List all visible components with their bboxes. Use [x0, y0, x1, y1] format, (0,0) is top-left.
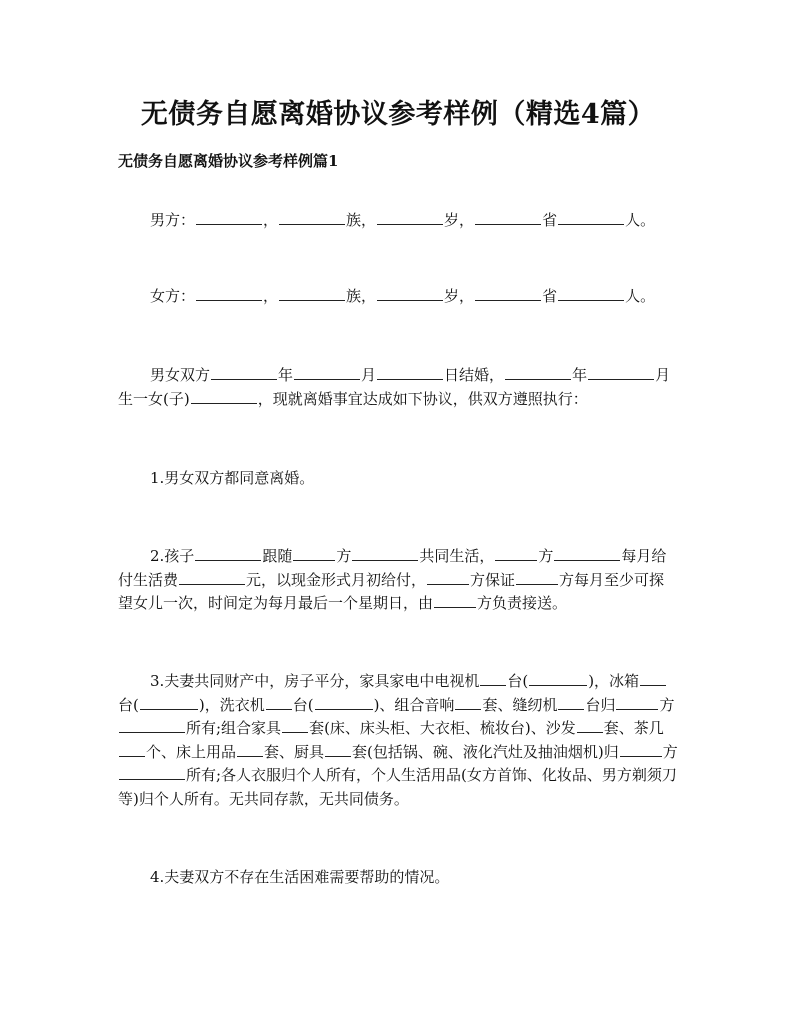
- text-segment: 套(床、床头柜、大衣柜、梳妆台)、沙发: [309, 719, 576, 737]
- text-segment: 岁，: [444, 287, 475, 305]
- text-segment: 年: [278, 366, 294, 384]
- text-segment: 方保证: [470, 570, 516, 589]
- fill-blank-count[interactable]: [119, 741, 145, 757]
- fill-blank[interactable]: [554, 545, 620, 561]
- text-segment: 族，: [346, 287, 377, 305]
- fill-blank-count[interactable]: [282, 717, 308, 733]
- text-segment: )，冰箱: [588, 672, 640, 690]
- text-segment: 台(: [118, 695, 139, 714]
- male-label: 男方：: [150, 211, 196, 229]
- fill-blank-count[interactable]: [266, 694, 292, 710]
- text-segment: 所有;各人衣服归个人所有，个人生活用品(女方首饰、化妆品、男方剃须刀等)归个人所有。无共同存款，无共同债务。: [118, 766, 677, 808]
- item-1-paragraph: 1.男女双方都同意离婚。: [150, 469, 315, 487]
- fill-blank-age[interactable]: [377, 285, 443, 301]
- fill-blank-party[interactable]: [427, 569, 469, 585]
- fill-blank-name[interactable]: [196, 285, 262, 301]
- text-segment: 套、厨具: [264, 742, 325, 761]
- fill-blank-count[interactable]: [237, 741, 263, 757]
- fill-blank-month[interactable]: [294, 364, 360, 380]
- female-info-paragraph: [118, 285, 678, 309]
- female-label: 女方：: [150, 287, 196, 305]
- text-segment: 台归: [585, 695, 616, 714]
- fill-blank-party[interactable]: [434, 592, 476, 608]
- fill-blank-count[interactable]: [325, 741, 351, 757]
- fill-blank-name[interactable]: [196, 209, 262, 225]
- text-segment: 省: [542, 287, 558, 305]
- fill-blank[interactable]: [119, 764, 185, 780]
- text-segment: 套、缝纫机: [482, 695, 558, 714]
- fill-blank[interactable]: [119, 717, 185, 733]
- text-segment: 每月给付生活费: [118, 547, 667, 589]
- fill-blank-province[interactable]: [475, 285, 541, 301]
- fill-blank-ethnicity[interactable]: [279, 285, 345, 301]
- text-segment: ，现就离婚事宜达成如下协议，供双方遵照执行：: [257, 389, 588, 408]
- fill-blank-party[interactable]: [293, 545, 335, 561]
- fill-blank-party[interactable]: [516, 569, 558, 585]
- fill-blank-party[interactable]: [620, 741, 662, 757]
- fill-blank-count[interactable]: [577, 717, 603, 733]
- text-segment: 3.夫妻共同财产中，房子平分，家具家电中电视机: [150, 672, 480, 690]
- fill-blank-party[interactable]: [616, 694, 658, 710]
- text-segment: 套、茶几: [603, 719, 664, 737]
- fill-blank-year[interactable]: [505, 364, 571, 380]
- text-segment: 方负责接送。: [477, 594, 568, 612]
- fill-blank-count[interactable]: [558, 694, 584, 710]
- text-segment: 人。: [625, 287, 656, 305]
- text-segment: 台(: [292, 695, 314, 714]
- text-segment: 2.孩子: [150, 547, 195, 565]
- fill-blank-age[interactable]: [377, 209, 443, 225]
- fill-blank-brand[interactable]: [315, 694, 373, 710]
- item-3-paragraph: [118, 670, 678, 811]
- text-segment: 共同生活，: [419, 547, 495, 565]
- text-segment: ，: [263, 211, 279, 229]
- text-segment: 方: [662, 742, 678, 761]
- text-segment: ，: [263, 287, 279, 305]
- text-segment: )、组合音响: [373, 695, 455, 714]
- text-segment: 所有;组合家具: [186, 719, 282, 737]
- male-info-paragraph: [118, 209, 678, 233]
- text-segment: 方: [336, 547, 352, 565]
- item-4-paragraph: 4.夫妻双方不存在生活困难需要帮助的情况。: [150, 868, 450, 886]
- fill-blank-city[interactable]: [558, 285, 624, 301]
- fill-blank-city[interactable]: [558, 209, 624, 225]
- fill-blank-party[interactable]: [495, 545, 537, 561]
- text-segment: 跟随: [262, 547, 293, 565]
- text-segment: 省: [542, 211, 558, 229]
- text-segment: 元，以现金形式月初给付，: [246, 570, 427, 589]
- fill-blank-province[interactable]: [475, 209, 541, 225]
- fill-blank-month[interactable]: [588, 364, 654, 380]
- fill-blank-ethnicity[interactable]: [279, 209, 345, 225]
- text-segment: 方: [538, 547, 554, 565]
- text-segment: 方每月至少可探望女儿一次，时间定为每月最后一个星期日，由: [118, 570, 665, 612]
- text-segment: )，洗衣机: [198, 695, 265, 714]
- item-2-paragraph: [118, 545, 678, 616]
- text-segment: 族，: [346, 211, 377, 229]
- text-segment: 台(: [507, 672, 529, 690]
- text-segment: 月生一女(子): [118, 366, 671, 408]
- fill-blank-count[interactable]: [640, 670, 666, 686]
- fill-blank-count[interactable]: [455, 694, 481, 710]
- text-segment: 月: [361, 366, 377, 384]
- fill-blank-child[interactable]: [191, 388, 257, 404]
- fill-blank-amount[interactable]: [179, 569, 245, 585]
- fill-blank[interactable]: [352, 545, 418, 561]
- fill-blank-brand[interactable]: [140, 694, 198, 710]
- text-segment: 套(包括锅、碗、液化汽灶及抽油烟机)归: [352, 742, 619, 761]
- fill-blank-count[interactable]: [480, 670, 506, 686]
- fill-blank-day[interactable]: [377, 364, 443, 380]
- fill-blank-year[interactable]: [211, 364, 277, 380]
- text-segment: 岁，: [444, 211, 475, 229]
- text-segment: 年: [572, 366, 588, 384]
- text-segment: 男女双方: [150, 366, 211, 384]
- fill-blank-child-name[interactable]: [195, 545, 261, 561]
- document-title: 无债务自愿离婚协议参考样例（精选4篇）: [140, 99, 656, 130]
- section-heading: 无债务自愿离婚协议参考样例篇1: [118, 152, 339, 170]
- text-segment: 个、床上用品: [146, 742, 237, 761]
- text-segment: 人。: [625, 211, 656, 229]
- fill-blank-brand[interactable]: [529, 670, 587, 686]
- marriage-paragraph: [118, 364, 678, 411]
- text-segment: 方: [659, 695, 675, 714]
- text-segment: 日结婚，: [444, 366, 505, 384]
